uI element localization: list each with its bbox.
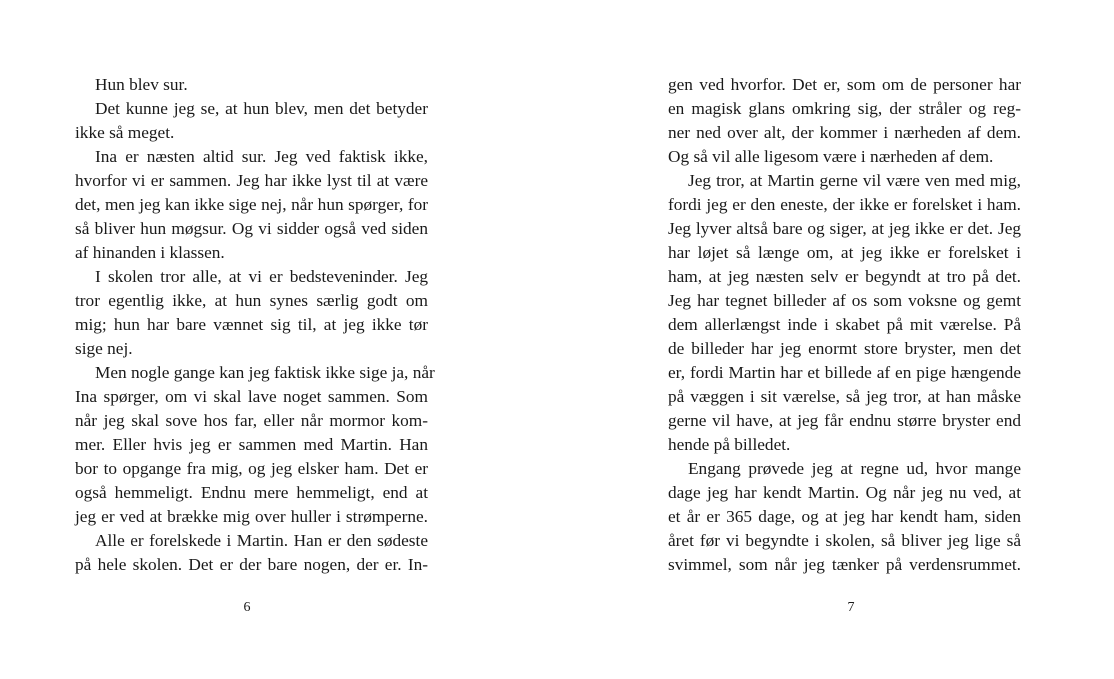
text-line: på hele skolen. Det er der bare nogen, der er. In- (75, 555, 428, 574)
text-line: Jeg tror, at Martin gerne vil være ven med mig, (688, 171, 1021, 190)
page-number-left: 6 (243, 600, 251, 615)
left-page-body (75, 73, 435, 577)
text-line: på væggen i sit værelse, så jeg tror, at han måske (668, 387, 1021, 406)
text-line: ikke så meget. (75, 123, 175, 142)
text-line: ner ned over alt, der kommer i nærheden af dem. (668, 123, 1021, 142)
text-line: dem allerlængst inde i skabet på mit værelse. På (668, 315, 1021, 334)
text-line: så bliver hun møgsur. Og vi sidder også ved siden (75, 219, 428, 238)
text-line: svimmel, som når jeg tænker på verdensrummet. (668, 555, 1021, 574)
text-line: også hemmeligt. Endnu mere hemmeligt, end at (75, 483, 428, 502)
right-page-body (668, 73, 1021, 577)
text-line: Engang prøvede jeg at regne ud, hvor mange (688, 459, 1021, 478)
text-line: er, fordi Martin har et billede af en pige hængende (668, 363, 1021, 382)
text-line: fordi jeg er den eneste, der ikke er forelsket i ham. (668, 195, 1021, 214)
text-line: Alle er forelskede i Martin. Han er den sødeste (95, 531, 428, 550)
page-number-right: 7 (847, 600, 855, 615)
text-line: dage jeg har kendt Martin. Og når jeg nu ved, at (668, 483, 1021, 502)
text-line: en magisk glans omkring sig, der stråler og reg- (668, 99, 1021, 118)
text-line: gen ved hvorfor. Det er, som om de personer har (668, 75, 1021, 94)
text-line: året før vi begyndte i skolen, så bliver jeg lige så (668, 531, 1021, 550)
text-line: de billeder har jeg enormt store bryster, men det (668, 339, 1021, 358)
text-line: I skolen tror alle, at vi er bedsteveninder. Jeg (95, 267, 428, 286)
text-line: når jeg skal sove hos far, eller når mormor kom- (75, 411, 428, 430)
text-line: Ina spørger, om vi skal lave noget sammen. Som (75, 387, 428, 406)
text-line: Jeg lyver altså bare og siger, at jeg ikke er det. Jeg (668, 219, 1021, 238)
text-line: ham, at jeg næsten selv er begyndt at tro på det. (668, 267, 1021, 286)
text-line: har løjet så længe om, at jeg ikke er forelsket i (668, 243, 1021, 262)
text-line: hende på billedet. (668, 435, 791, 454)
text-line: Ina er næsten altid sur. Jeg ved faktisk ikke, (95, 147, 428, 166)
text-line: tror egentlig ikke, at hun synes særlig godt om (75, 291, 428, 310)
text-line: Men nogle gange kan jeg faktisk ikke sige ja, når (95, 363, 435, 382)
text-line: mig; hun har bare vænnet sig til, at jeg ikke tør (75, 315, 428, 334)
text-line: Det kunne jeg se, at hun blev, men det betyder (95, 99, 428, 118)
text-line: det, men jeg kan ikke sige nej, når hun spørger, for (75, 195, 428, 214)
text-line: Og så vil alle ligesom være i nærheden af dem. (668, 147, 994, 166)
text-line: Hun blev sur. (95, 75, 188, 94)
text-line: bor to opgange fra mig, og jeg elsker ham. Det er (75, 459, 428, 478)
text-line: mer. Eller hvis jeg er sammen med Martin. Han (75, 435, 428, 454)
text-line: hvorfor vi er sammen. Jeg har ikke lyst til at være (75, 171, 428, 190)
right-page (557, 0, 1114, 679)
text-line: gerne vil have, at jeg får endnu større bryster end (668, 411, 1021, 430)
text-line: af hinanden i klassen. (75, 243, 225, 262)
text-line: jeg er ved at brække mig over huller i strømperne. (75, 507, 428, 526)
text-line: et år er 365 dage, og at jeg har kendt ham, siden (668, 507, 1021, 526)
text-line: Jeg har tegnet billeder af os som voksne og gemt (668, 291, 1021, 310)
text-line: sige nej. (75, 339, 133, 358)
